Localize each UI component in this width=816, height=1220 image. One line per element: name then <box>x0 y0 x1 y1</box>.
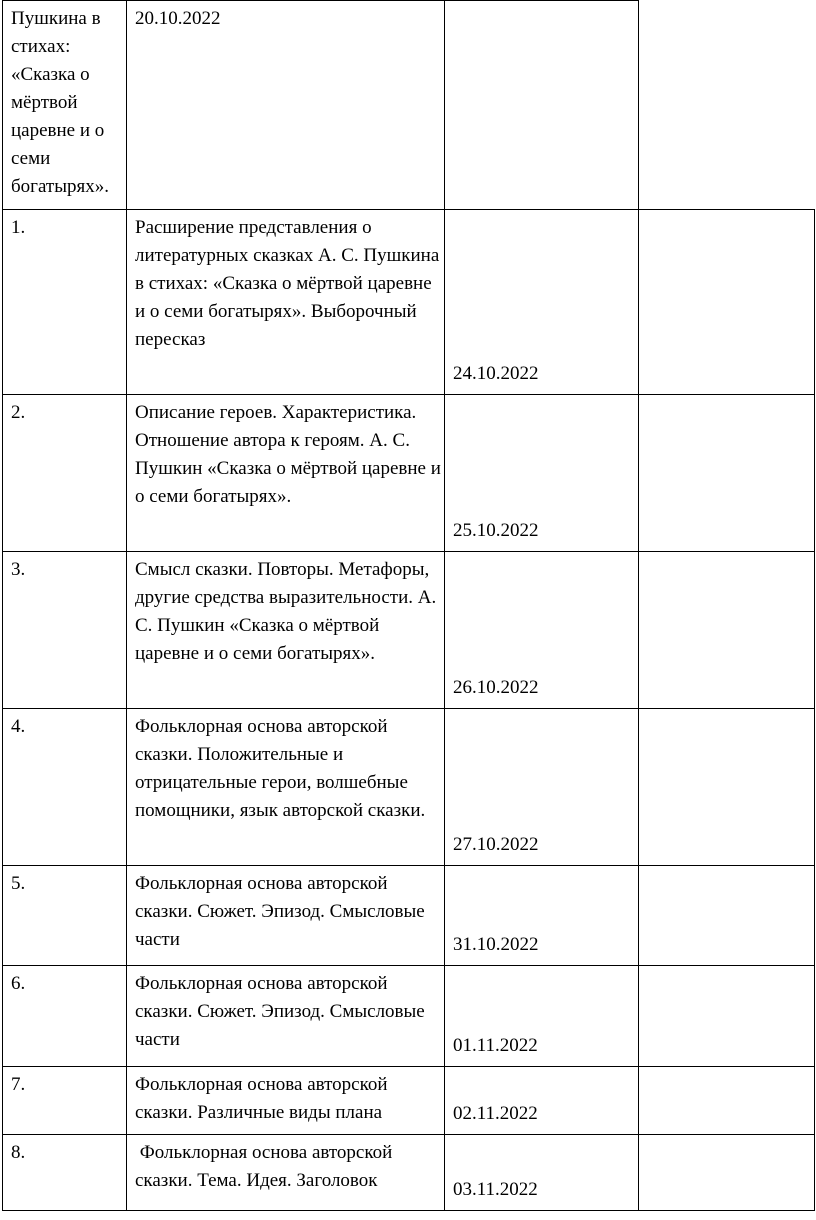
table-row <box>3 1 815 210</box>
lesson-topic <box>127 210 445 395</box>
row-number <box>3 866 127 966</box>
table-row <box>3 966 815 1067</box>
lesson-date: 25.10.2022 <box>445 395 639 552</box>
empty-cell <box>445 1 639 210</box>
row-number <box>3 1135 127 1211</box>
lesson-topic <box>127 966 445 1067</box>
row-number-text: 1. <box>11 217 26 238</box>
topic-continuation-text: Пушкина в стихах: «Сказка о мёртвой царевне и о семи богатырях». <box>11 8 109 197</box>
row-number <box>3 1067 127 1135</box>
date-cell <box>127 1 445 210</box>
lesson-topic-text: Фольклорная основа авторской сказки. Сюжет. Эпизод. Смысловые части <box>135 973 425 1050</box>
row-number-text: 7. <box>11 1074 26 1095</box>
row-number <box>3 966 127 1067</box>
table-row <box>3 1135 815 1211</box>
lesson-topic <box>127 866 445 966</box>
table-row <box>3 1067 815 1135</box>
row-number <box>3 210 127 395</box>
row-number <box>3 709 127 866</box>
row-number-text: 8. <box>11 1142 26 1163</box>
lesson-date: 24.10.2022 <box>445 210 639 395</box>
notes-cell <box>639 966 815 1067</box>
lesson-topic <box>127 552 445 709</box>
notes-cell <box>639 1135 815 1211</box>
table-row <box>3 709 815 866</box>
lesson-topic-text: Фольклорная основа авторской сказки. Тема. Идея. Заголовок <box>135 1142 398 1191</box>
notes-cell <box>639 866 815 966</box>
notes-cell <box>639 395 815 552</box>
lesson-topic-text: Фольклорная основа авторской сказки. Различные виды плана <box>135 1074 388 1123</box>
lesson-date: 26.10.2022 <box>445 552 639 709</box>
row-number-text: 4. <box>11 716 26 737</box>
row-number <box>3 552 127 709</box>
row-number-text: 3. <box>11 559 26 580</box>
lesson-date: 03.11.2022 <box>445 1135 639 1211</box>
table-row <box>3 866 815 966</box>
lesson-topic-text: Фольклорная основа авторской сказки. Положительные и отрицательные герои, волшебные помощники, язык авторской сказки. <box>135 716 426 821</box>
row-number <box>3 395 127 552</box>
lesson-date: 27.10.2022 <box>445 709 639 866</box>
table-row <box>3 395 815 552</box>
date-text: 20.10.2022 <box>135 8 221 29</box>
lesson-plan-table <box>2 0 815 1211</box>
lesson-topic-text: Фольклорная основа авторской сказки. Сюжет. Эпизод. Смысловые части <box>135 873 425 950</box>
lesson-date: 02.11.2022 <box>445 1067 639 1135</box>
row-number-text: 6. <box>11 973 26 994</box>
lesson-topic <box>127 709 445 866</box>
notes-cell <box>639 210 815 395</box>
row-number-text: 2. <box>11 402 26 423</box>
lesson-topic <box>127 395 445 552</box>
notes-cell <box>639 709 815 866</box>
lesson-topic-text: Расширение представления о литературных сказках А. С. Пушкина в стихах: «Сказка о мёртвой царевне и о семи богатырях». Выборочный пересказ <box>135 217 440 350</box>
row-number-text: 5. <box>11 873 26 894</box>
lesson-topic <box>127 1067 445 1135</box>
lesson-topic-text: Описание героев. Характеристика. Отношение автора к героям. А. С. Пушкин «Сказка о мёртвой царевне и о семи богатырях». <box>135 402 441 507</box>
table-row <box>3 210 815 395</box>
notes-cell <box>639 1067 815 1135</box>
lesson-date: 01.11.2022 <box>445 966 639 1067</box>
table-row <box>3 552 815 709</box>
empty-cell <box>639 1 815 210</box>
notes-cell <box>639 552 815 709</box>
lesson-topic <box>127 1135 445 1211</box>
topic-continuation-cell <box>3 1 127 210</box>
lesson-topic-text: Смысл сказки. Повторы. Метафоры, другие средства выразительности. А. С. Пушкин «Сказка о мёртвой царевне и о семи богатырях». <box>135 559 437 664</box>
lesson-date: 31.10.2022 <box>445 866 639 966</box>
